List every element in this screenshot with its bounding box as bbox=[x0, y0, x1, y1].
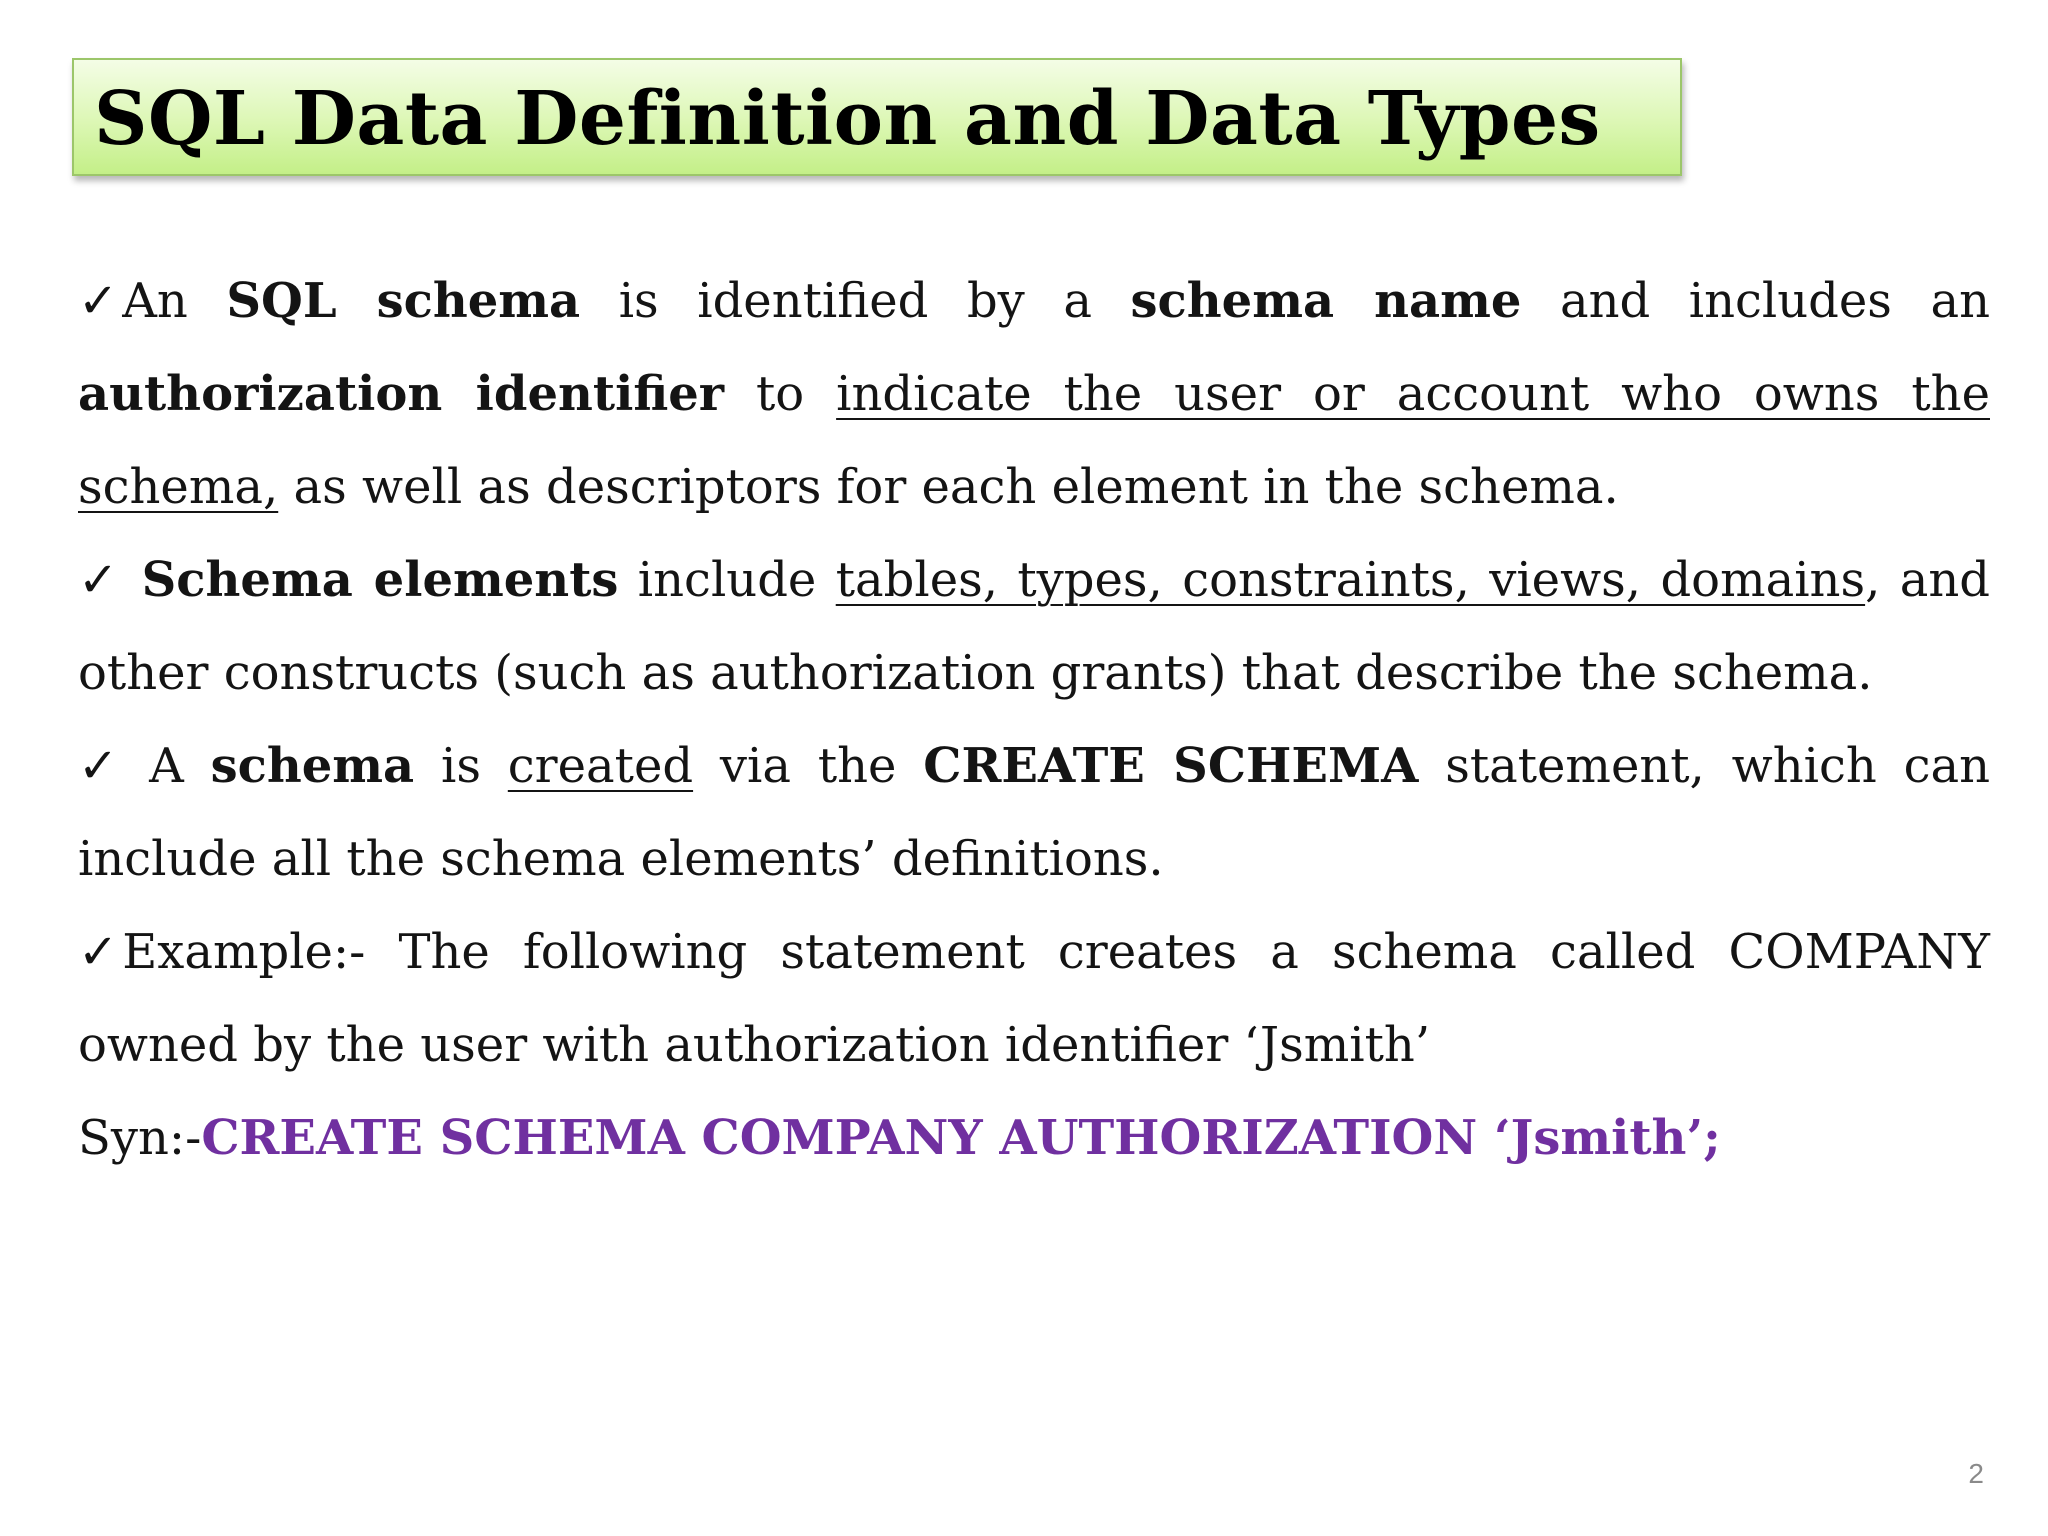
bullet-example bbox=[78, 906, 1990, 1092]
bullet-text: statement, which can include all the schema elements’ definitions. bbox=[78, 738, 1991, 887]
bullet-text: as well as descriptors for each element in the schema. bbox=[278, 459, 1619, 515]
bullet-text: An bbox=[122, 273, 227, 329]
checkmark-icon: ✓ bbox=[78, 738, 119, 794]
page-number: 2 bbox=[1968, 1458, 1984, 1489]
bullet-text: via the bbox=[693, 738, 924, 794]
checkmark-icon: ✓ bbox=[78, 273, 119, 329]
slide-body bbox=[78, 255, 1990, 1185]
bold-term-schema: schema bbox=[210, 738, 415, 794]
title-box bbox=[72, 58, 1682, 176]
underlined-phrase-owner: indicate the user or account who owns the schema, bbox=[78, 366, 1990, 515]
bold-term-schema-elements: Schema elements bbox=[141, 552, 619, 608]
underlined-phrase-elements: tables, types, constraints, views, domains bbox=[835, 552, 1866, 608]
bullet-create-schema bbox=[78, 720, 1990, 906]
checkmark-icon: ✓ bbox=[78, 924, 119, 980]
bullet-text: and includes an bbox=[1521, 273, 1991, 329]
bullet-schema-elements bbox=[78, 534, 1990, 720]
bold-term-schema-name: schema name bbox=[1130, 273, 1522, 329]
bullet-text: to bbox=[724, 366, 837, 422]
bullet-text: , and other constructs (such as authorization grants) that describe the schema. bbox=[78, 552, 1990, 701]
bullet-text: Example:- The following statement creates a schema called COMPANY owned by the user with authorization identifier ‘Jsmith’ bbox=[78, 924, 1990, 1073]
syntax-label: Syn:- bbox=[78, 1110, 202, 1166]
slide-title: SQL Data Definition and Data Types bbox=[94, 76, 1601, 162]
checkmark-icon: ✓ bbox=[78, 552, 119, 608]
syntax-line bbox=[78, 1092, 1990, 1185]
syntax-command: CREATE SCHEMA COMPANY AUTHORIZATION ‘Jsmith’; bbox=[201, 1110, 1721, 1166]
bullet-sql-schema bbox=[78, 255, 1990, 534]
underlined-word-created: created bbox=[507, 738, 694, 794]
bold-term-create-schema: CREATE SCHEMA bbox=[923, 738, 1419, 794]
bullet-text: include bbox=[618, 552, 836, 608]
bullet-text: A bbox=[149, 738, 211, 794]
bold-term-sql-schema: SQL schema bbox=[226, 273, 581, 329]
bullet-text: is bbox=[414, 738, 508, 794]
bullet-text: is identified by a bbox=[580, 273, 1131, 329]
bold-term-authorization-identifier: authorization identifier bbox=[78, 366, 725, 422]
